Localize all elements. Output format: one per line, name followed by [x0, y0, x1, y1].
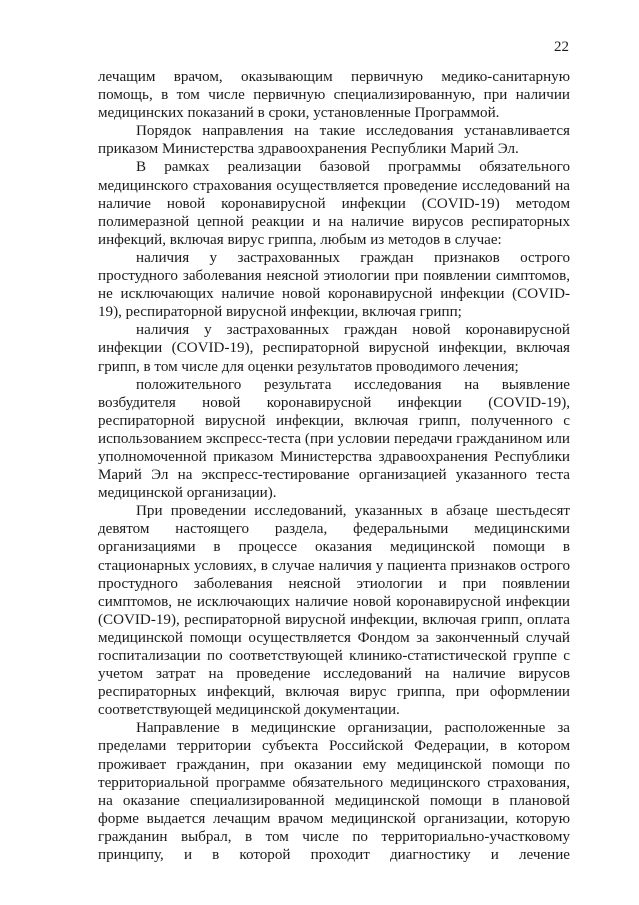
paragraph: наличия у застрахованных граждан признаков острого простудного заболевания неясной этиологии при появлении симптомов, не исключающих наличие новой коронавирусной инфекции (COVID-19), респираторной вирусной инфекции, включая грипп; [98, 249, 570, 321]
paragraph: положительного результата исследования на выявление возбудителя новой коронавирусной инфекции (COVID-19), респираторной вирусной инфекции, включая грипп, полученного с использованием экспресс-теста (при условии передачи гражданином или уполномоченной приказом Министерства здравоохранения Республики Марий Эл на экспресс-тестирование организацией указанного теста медицинской организации). [98, 376, 570, 502]
paragraph: Направление в медицинские организации, расположенные за пределами территории субъекта Российской Федерации, в котором проживает гражданин, при оказании ему медицинской помощи по территориальной программе обязательного медицинского страхования, на оказание специализированной медицинской помощи в плановой форме выдается лечащим врачом медицинской организации, которую гражданин выбрал, в том числе по территориально-участковому принципу, и в которой проходит диагностику и лечение [98, 720, 570, 864]
paragraph: В рамках реализации базовой программы обязательного медицинского страхования осуществляется проведение исследований на наличие новой коронавирусной инфекции (COVID-19) методом полимеразной цепной реакции и на наличие вирусов респираторных инфекций, включая вирус гриппа, любым из методов в случае: [98, 159, 570, 248]
paragraph: лечащим врачом, оказывающим первичную медико-санитарную помощь, в том числе первичную специализированную, при наличии медицинских показаний в сроки, установленные Программой. [98, 69, 570, 122]
paragraph: наличия у застрахованных граждан новой коронавирусной инфекции (COVID-19), респираторной вирусной инфекции, включая грипп, в том числе для оценки результатов проводимого лечения; [98, 322, 570, 375]
document-body [98, 68, 570, 864]
paragraph: При проведении исследований, указанных в абзаце шестьдесят девятом настоящего раздела, федеральными медицинскими организациями в процессе оказания медицинской помощи в стационарных условиях, в случае наличия у пациента признаков острого простудного заболевания неясной этиологии и при появлении симптомов, не исключающих наличие новой коронавирусной инфекции (COVID-19), респираторной вирусной инфекции, включая грипп, оплата медицинской помощи осуществляется Фондом за законченный случай госпитализации по соответствующей клинико-статистической группе с учетом затрат на проведение исследований на наличие вирусов респираторных инфекций, включая вирус гриппа, при оформлении соответствующей медицинской документации. [98, 503, 570, 719]
page-number: 22 [554, 39, 569, 55]
paragraph: Порядок направления на такие исследования устанавливается приказом Министерства здравоохранения Республики Марий Эл. [98, 123, 570, 158]
